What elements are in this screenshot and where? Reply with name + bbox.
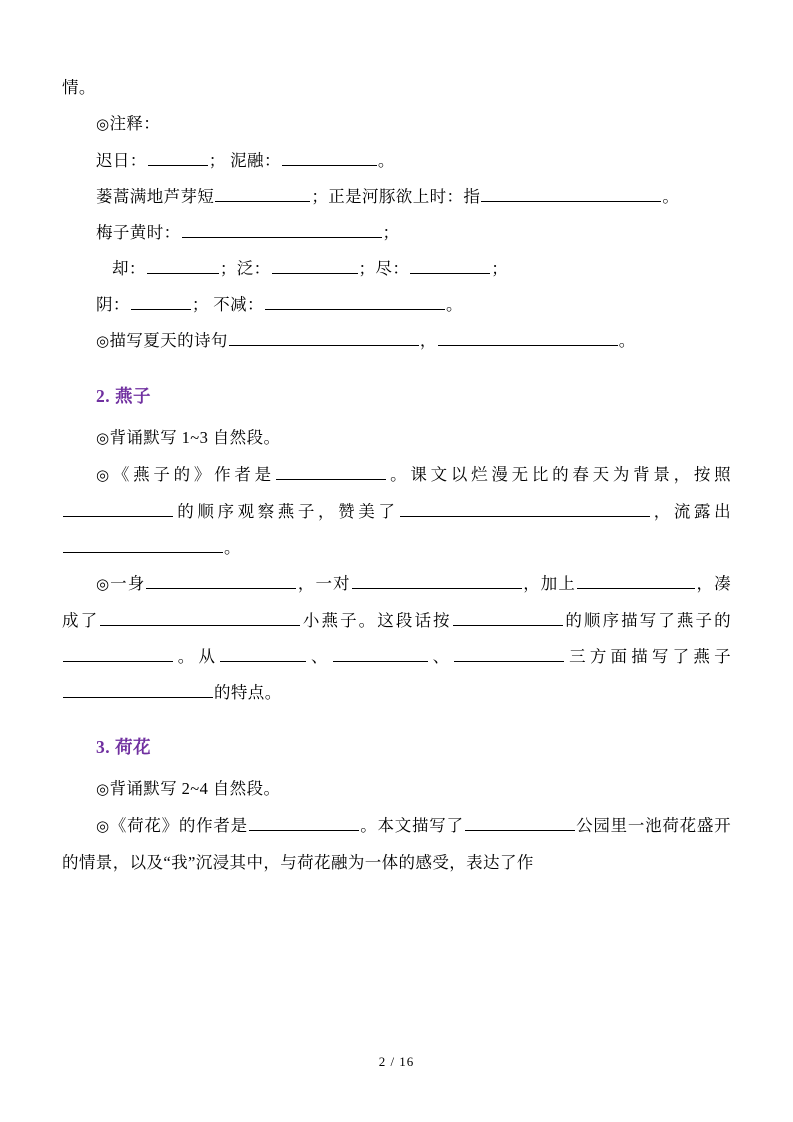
text-fragment: ；泛： <box>219 259 271 278</box>
text-fragment: 。 <box>377 151 395 170</box>
fill-blank[interactable] <box>148 148 208 166</box>
fill-blank[interactable] <box>182 220 382 238</box>
fill-blank[interactable] <box>352 571 522 589</box>
text-fragment: 。 <box>224 538 241 557</box>
page-number: 2 / 16 <box>378 1054 415 1069</box>
fill-blank[interactable] <box>282 148 377 166</box>
fill-blank[interactable] <box>131 292 191 310</box>
paragraph-recite-1 <box>62 420 731 457</box>
paragraph-hehua-author <box>62 808 731 881</box>
fill-blank[interactable] <box>215 184 310 202</box>
text-fragment: 。 <box>618 331 636 350</box>
text-fragment: 注释： <box>109 114 161 133</box>
fill-blank[interactable] <box>229 328 419 346</box>
text-fragment: 《燕子的》作者是 <box>112 465 275 484</box>
fill-blank[interactable] <box>147 256 219 274</box>
text-fragment: 阴： <box>96 295 130 314</box>
circle-marker-icon: ◎ <box>96 782 110 798</box>
text-fragment: 背诵默写 2~4 自然段。 <box>109 779 281 798</box>
circle-marker-icon: ◎ <box>96 468 113 484</box>
text-fragment: 。本文描写了 <box>359 816 464 835</box>
text-fragment: 。从 <box>174 647 220 666</box>
text-fragment: 情。 <box>62 78 96 97</box>
text-fragment: 蒌蒿满地芦芽短 <box>96 187 215 206</box>
fill-blank[interactable] <box>63 644 173 662</box>
text-fragment: 泥融： <box>230 151 281 170</box>
text-fragment: ，流露出 <box>650 502 731 521</box>
text-fragment: 迟日： <box>96 151 147 170</box>
fill-blank[interactable] <box>481 184 661 202</box>
text-fragment: 、 <box>428 647 454 666</box>
text-fragment: 背诵默写 1~3 自然段。 <box>109 428 281 447</box>
text-fragment: 《荷花》的作者是 <box>109 816 248 835</box>
circle-marker-icon: ◎ <box>96 334 110 350</box>
text-fragment: 。 <box>662 187 680 206</box>
fill-blank[interactable] <box>63 499 173 517</box>
paragraph-note-2 <box>62 179 731 215</box>
text-fragment: 的特点。 <box>214 683 282 702</box>
text-fragment: ； <box>208 151 226 170</box>
text-fragment: ，加上 <box>522 574 576 593</box>
fill-blank[interactable] <box>63 680 213 698</box>
paragraph-notes-label <box>62 106 731 143</box>
fill-blank[interactable] <box>100 608 300 626</box>
fill-blank[interactable] <box>249 813 359 831</box>
text-fragment: 公园里一池荷花盛开的情景，以及“我”沉浸其中，与荷花融为一体的感受，表达了作 <box>62 816 731 872</box>
circle-marker-icon: ◎ <box>96 577 111 593</box>
text-fragment: ； <box>191 295 209 314</box>
paragraph-continued <box>62 70 731 106</box>
fill-blank[interactable] <box>276 462 386 480</box>
text-fragment: 的顺序观察燕子，赞美了 <box>174 502 399 521</box>
text-fragment: 不减： <box>213 295 264 314</box>
indent-spacer <box>62 574 96 593</box>
text-fragment: ，一对 <box>297 574 351 593</box>
paragraph-note-1 <box>62 143 731 179</box>
circle-marker-icon: ◎ <box>96 431 110 447</box>
text-fragment: ；尽： <box>358 259 410 278</box>
fill-blank[interactable] <box>453 608 563 626</box>
circle-marker-icon: ◎ <box>96 819 110 835</box>
text-fragment: 。 <box>445 295 463 314</box>
text-fragment: ，凑成了 <box>62 574 731 630</box>
fill-blank[interactable] <box>220 644 306 662</box>
text-fragment: 梅子黄时： <box>96 223 181 242</box>
paragraph-yanzi-description <box>62 566 731 711</box>
circle-marker-icon: ◎ <box>96 117 110 133</box>
fill-blank[interactable] <box>400 499 650 517</box>
text-fragment: 。课文以烂漫无比的春天为背景，按照 <box>386 465 731 484</box>
indent-spacer <box>62 816 96 835</box>
fill-blank[interactable] <box>438 328 618 346</box>
indent-spacer <box>62 465 96 484</box>
text-fragment: 描写夏天的诗句 <box>109 331 228 350</box>
text-fragment: 三方面描写了燕子 <box>565 647 731 666</box>
paragraph-yanzi-author <box>62 457 731 566</box>
text-fragment: ；正是河豚欲上时：指 <box>311 187 481 206</box>
text-fragment: 的顺序描写了燕子的 <box>563 611 731 630</box>
text-fragment: 、 <box>307 647 332 666</box>
fill-blank[interactable] <box>265 292 445 310</box>
fill-blank[interactable] <box>410 256 490 274</box>
paragraph-summer-poem <box>62 323 731 360</box>
fill-blank[interactable] <box>577 571 695 589</box>
fill-blank[interactable] <box>146 571 296 589</box>
fill-blank[interactable] <box>333 644 428 662</box>
section-heading-hehua: 3. 荷花 <box>96 737 151 757</box>
text-fragment: 一身 <box>110 574 146 593</box>
text-fragment: 小燕子。这段话按 <box>301 611 452 630</box>
fill-blank[interactable] <box>454 644 564 662</box>
fill-blank[interactable] <box>63 535 223 553</box>
paragraph-note-3 <box>62 215 731 251</box>
section-heading-yanzi: 2. 燕子 <box>96 386 151 406</box>
paragraph-note-4 <box>62 251 731 287</box>
document-content <box>62 70 731 881</box>
text-fragment: ， <box>419 331 437 350</box>
text-fragment: ； <box>491 259 509 278</box>
text-fragment: ； <box>382 223 400 242</box>
text-fragment: 却： <box>112 259 146 278</box>
fill-blank[interactable] <box>272 256 358 274</box>
paragraph-recite-2 <box>62 771 731 808</box>
fill-blank[interactable] <box>465 813 575 831</box>
paragraph-note-5 <box>62 287 731 323</box>
